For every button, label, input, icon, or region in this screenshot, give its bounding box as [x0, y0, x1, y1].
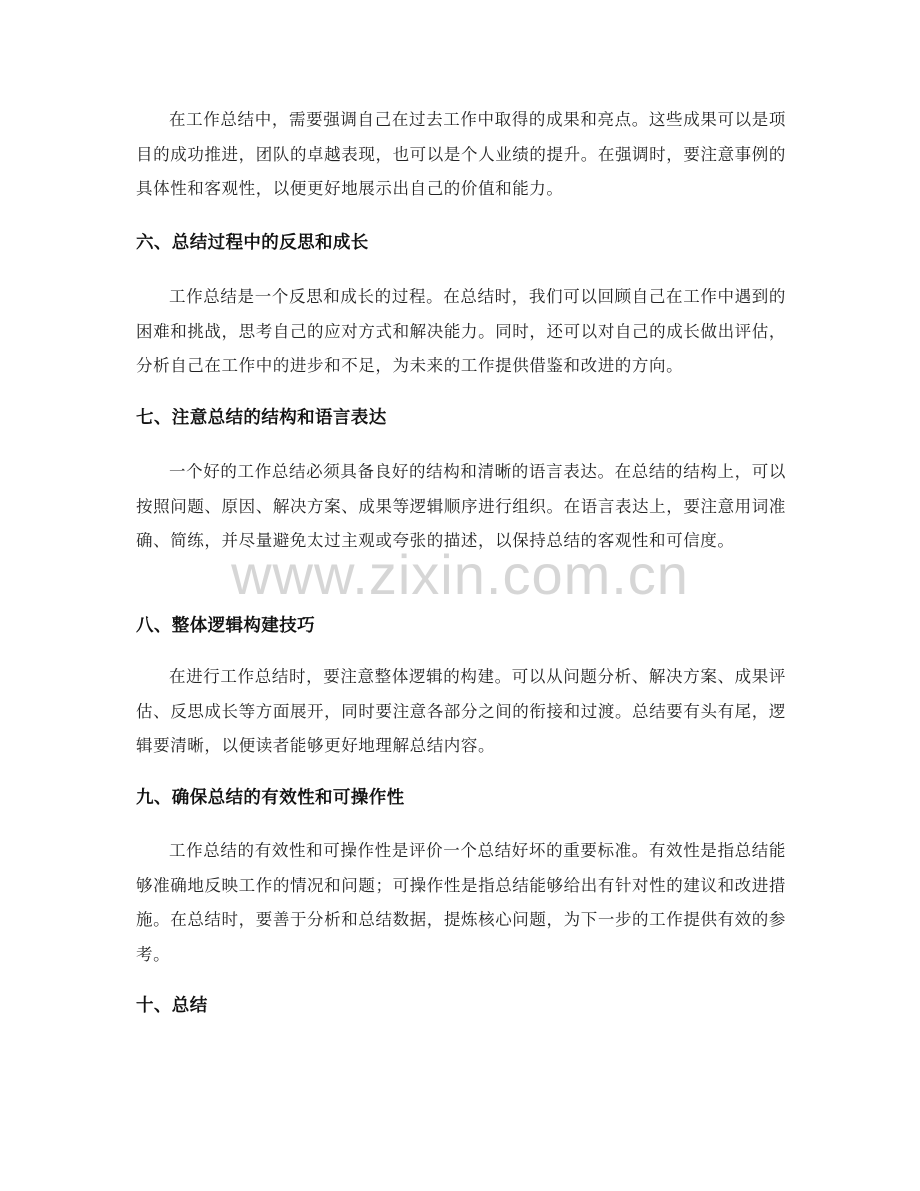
section-body-7: 一个好的工作总结必须具备良好的结构和清晰的语言表达。在总结的结构上，可以按照问题、原因、解决方案、成果等逻辑顺序进行组织。在语言表达上，要注意用词准确、简练，并尽量避免太过主观或夸张的描述，以保持总结的客观性和可信度。 — [136, 462, 786, 550]
intro-paragraph: 在工作总结中，需要强调自己在过去工作中取得的成果和亮点。这些成果可以是项目的成功推进，团队的卓越表现，也可以是个人业绩的提升。在强调时，要注意事例的具体性和客观性，以便更好地展示出自己的价值和能力。 — [136, 110, 786, 198]
section-body-6: 工作总结是一个反思和成长的过程。在总结时，我们可以回顾自己在工作中遇到的困难和挑战，思考自己的应对方式和解决能力。同时，还可以对自己的成长做出评估，分析自己在工作中的进步和不足，为未来的工作提供借鉴和改进的方向。 — [136, 287, 786, 375]
watermark-text: www.zixin.com.cn — [231, 543, 689, 606]
section-heading-8: 八、整体逻辑构建技巧 — [136, 616, 315, 636]
section-heading-7: 七、注意总结的结构和语言表达 — [136, 408, 387, 428]
section-heading-10: 十、总结 — [136, 996, 208, 1016]
section-heading-6: 六、总结过程中的反思和成长 — [136, 233, 369, 253]
section-heading-9: 九、确保总结的有效性和可操作性 — [136, 788, 405, 808]
section-body-8: 在进行工作总结时，要注意整体逻辑的构建。可以从问题分析、解决方案、成果评估、反思成长等方面展开，同时要注意各部分之间的衔接和过渡。总结要有头有尾，逻辑要清晰，以便读者能够更好地理解总结内容。 — [136, 667, 786, 755]
section-body-9: 工作总结的有效性和可操作性是评价一个总结好坏的重要标准。有效性是指总结能够准确地反映工作的情况和问题；可操作性是指总结能够给出有针对性的建议和改进措施。在总结时，要善于分析和总结数据，提炼核心问题，为下一步的工作提供有效的参考。 — [136, 841, 786, 964]
